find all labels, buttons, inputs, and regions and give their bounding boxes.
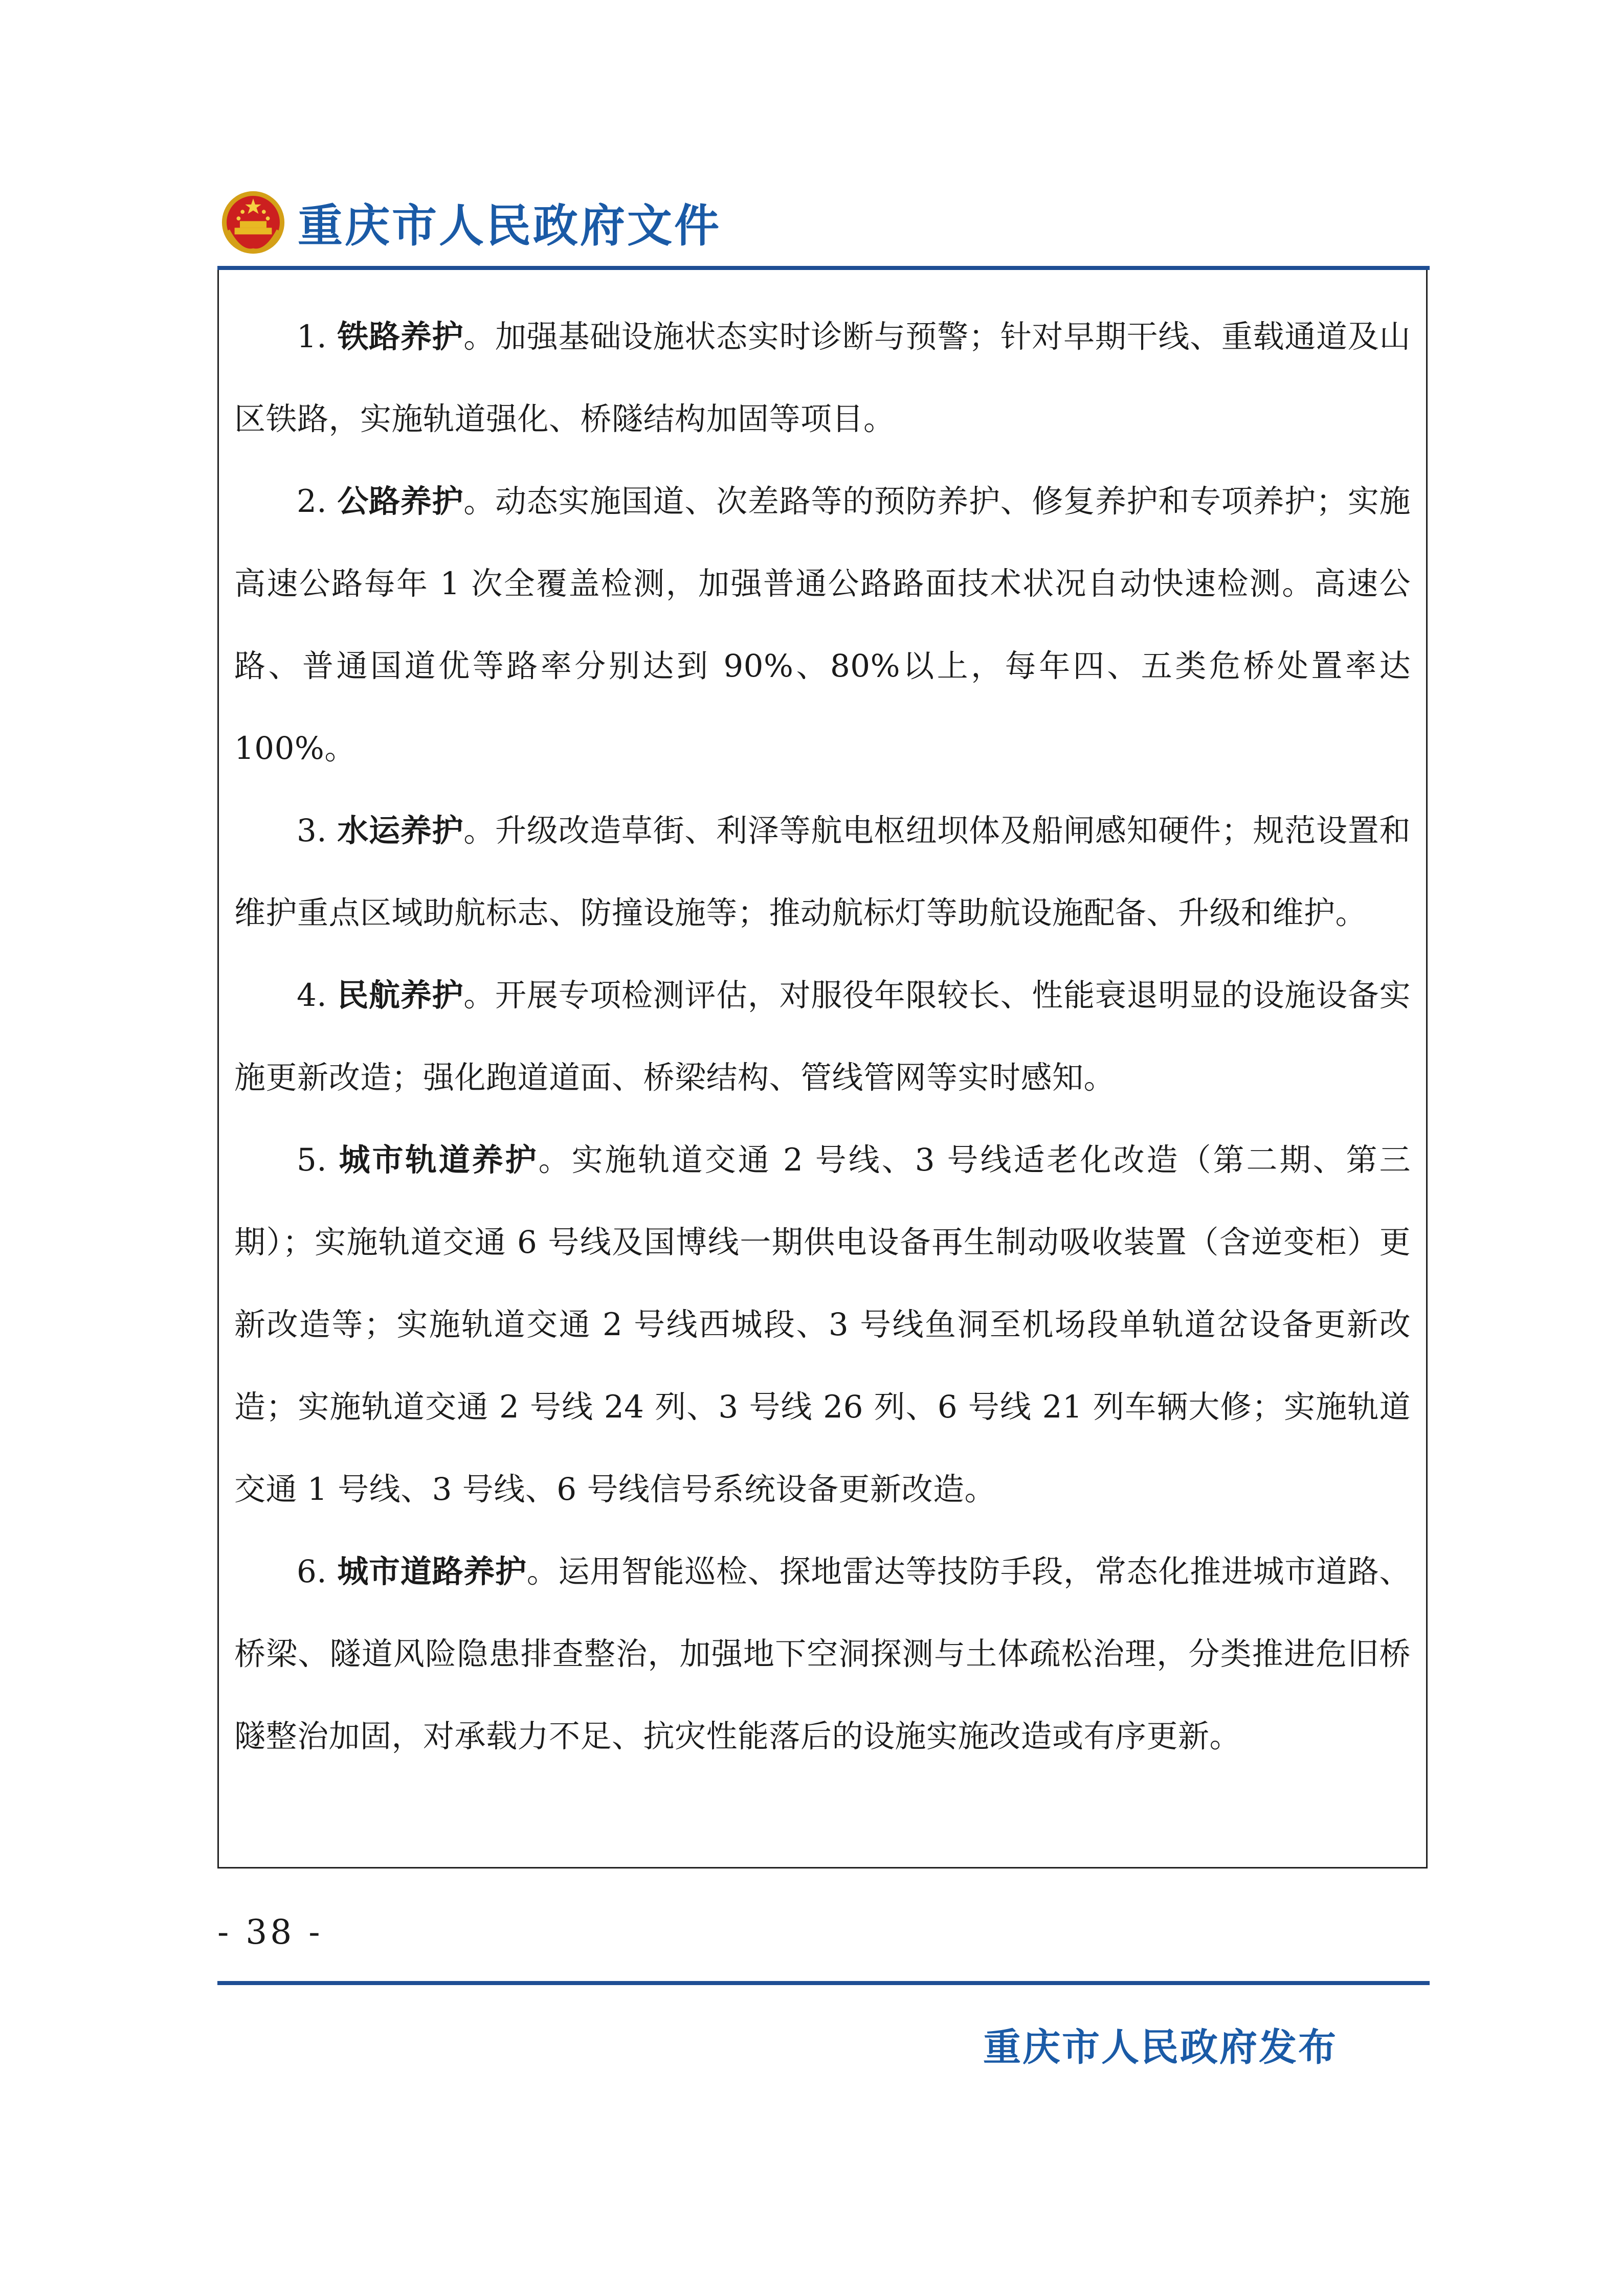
paragraph-number: 2. — [297, 483, 327, 520]
national-emblem-icon — [220, 189, 286, 256]
document-title: 重庆市人民政府文件 — [298, 199, 722, 252]
paragraph-heading: 铁路养护 — [337, 319, 464, 355]
paragraph-number: 4. — [297, 977, 327, 1014]
paragraph-heading: 民航养护 — [337, 977, 464, 1014]
footer-rule — [217, 1981, 1430, 1985]
paragraph-body: 。实施轨道交通 2 号线、3 号线适老化改造（第二期、第三期）；实施轨道交通 6 号线及国博线一期供电设备再生制动吸收装置（含逆变柜）更新改造等；实施轨道交通 2 号线西城段、3 号线鱼洞至机场段单轨道岔设备更新改造；实施轨道交通 2 号线 24 列、3 号线 26 列、6 号线 21 列车辆大修；实施轨道交通 1 号线、3 号线、6 号线信号系统设备更新改造。 — [234, 1142, 1411, 1507]
paragraph-urban-road — [234, 1530, 1411, 1777]
paragraph-body: 。开展专项检测评估，对服役年限较长、性能衰退明显的设施设备实施更新改造；强化跑道道面、桥梁结构、管线管网等实时感知。 — [234, 977, 1411, 1096]
paragraph-heading: 水运养护 — [337, 813, 464, 849]
paragraph-number: 3. — [297, 813, 327, 849]
paragraph-body: 。运用智能巡检、探地雷达等技防手段，常态化推进城市道路、桥梁、隧道风险隐患排查整治，加强地下空洞探测与土体疏松治理，分类推进危旧桥隧整治加固，对承载力不足、抗灾性能落后的设施实施改造或有序更新。 — [234, 1554, 1411, 1754]
paragraph-highway — [234, 460, 1411, 790]
header-rule — [217, 266, 1430, 270]
paragraph-number: 5. — [297, 1142, 327, 1178]
paragraph-number: 1. — [297, 319, 327, 355]
paragraph-waterway — [234, 790, 1411, 954]
paragraph-aviation — [234, 954, 1411, 1119]
document-header — [220, 184, 721, 261]
paragraph-body: 。加强基础设施状态实时诊断与预警；针对早期干线、重载通道及山区铁路，实施轨道强化、桥隧结构加固等项目。 — [234, 319, 1411, 437]
paragraph-heading: 公路养护 — [337, 483, 464, 520]
publisher-label: 重庆市人民政府发布 — [983, 2025, 1338, 2069]
paragraph-body: 。动态实施国道、次差路等的预防养护、修复养护和专项养护；实施高速公路每年 1 次全覆盖检测，加强普通公路路面技术状况自动快速检测。高速公路、普通国道优等路率分别达到 90%、80%以上，每年四、五类危桥处置率达 100%。 — [234, 483, 1411, 767]
paragraph-number: 6. — [297, 1554, 327, 1590]
page-number: - 38 - — [217, 1912, 323, 1952]
paragraph-heading: 城市轨道养护 — [339, 1142, 539, 1178]
paragraph-body: 。升级改造草街、利泽等航电枢纽坝体及船闸感知硬件；规范设置和维护重点区域助航标志、防撞设施等；推动航标灯等助航设施配备、升级和维护。 — [234, 813, 1411, 931]
paragraph-list — [234, 296, 1411, 1777]
paragraph-heading: 城市道路养护 — [337, 1554, 527, 1590]
paragraph-urban-rail — [234, 1119, 1411, 1530]
paragraph-railway — [234, 296, 1411, 460]
